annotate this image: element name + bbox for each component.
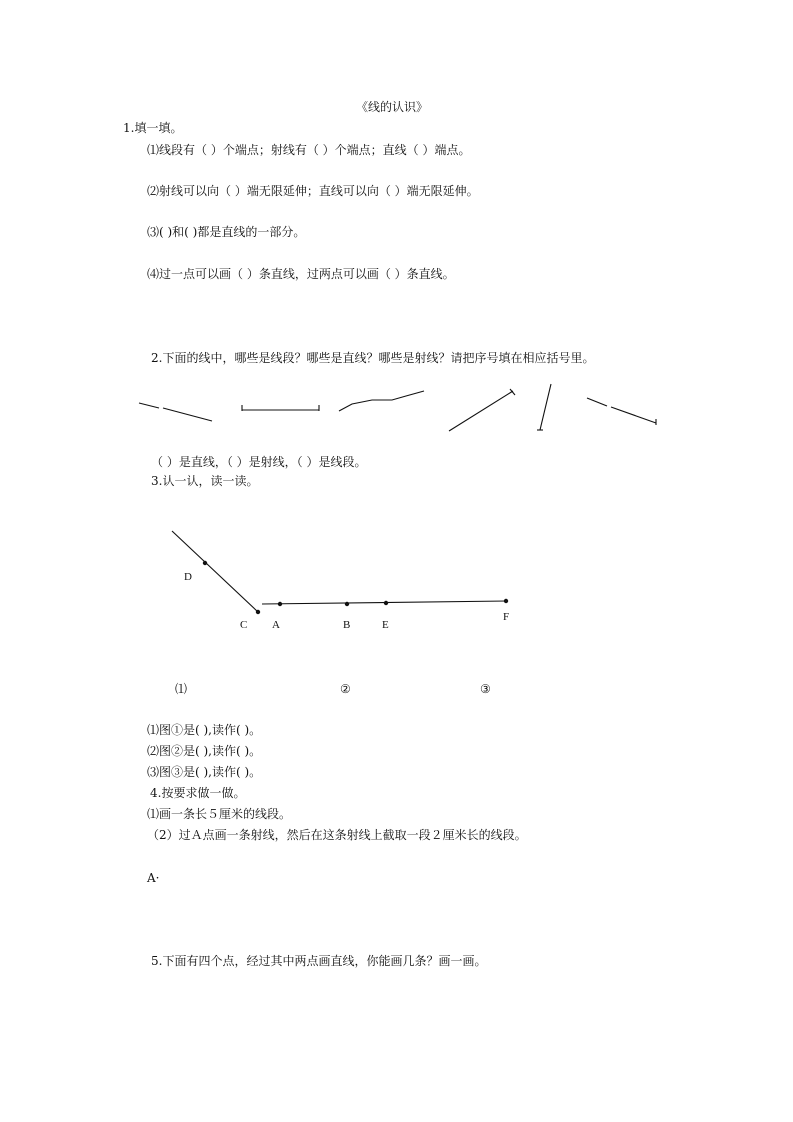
q3-item-2: ⑵图②是( ),读作( )。 [147,744,262,758]
point-c-dot [256,610,260,614]
figure-label-3: ③ [480,682,491,696]
q4-heading: 4.按要求做一做。 [150,786,246,800]
point-label-e: E [382,619,389,631]
q4-item-2: （2）过Ａ点画一条射线，然后在这条射线上截取一段２厘米长的线段。 [147,828,527,842]
point-label-f: F [503,611,510,623]
point-d-dot [203,561,207,565]
point-label-c: C [240,619,248,631]
q4-point-a: A· [147,871,160,885]
q2-answer: （ ）是直线，（ ）是射线，（ ）是线段。 [151,455,367,469]
point-label-d: D [184,571,192,583]
q4-item-1: ⑴画一条长５厘米的线段。 [147,807,292,821]
point-e-dot [384,601,388,605]
q5-heading: 5.下面有四个点，经过其中两点画直线，你能画几条？画一画。 [151,954,487,968]
q1-item-1: ⑴线段有（ ）个端点；射线有（ ）个端点；直线（ ）端点。 [147,143,471,157]
q1-heading: 1.填一填。 [123,121,183,135]
figure-label-2: ② [340,682,351,696]
q3-heading: 3.认一认，读一读。 [151,474,259,488]
q1-item-4: ⑷过一点可以画（ ）条直线，过两点可以画（ ）条直线。 [147,267,455,281]
point-label-b: B [343,619,351,631]
point-b-dot [345,602,349,606]
figure-label-1: ⑴ [175,682,188,696]
point-label-a: A [272,619,280,631]
q3-item-1: ⑴图①是( ),读作( )。 [147,723,262,737]
point-f-dot [504,599,508,603]
q2-heading: 2.下面的线中，哪些是线段？哪些是直线？哪些是射线？请把序号填在相应括号里。 [151,351,595,365]
q1-item-2: ⑵射线可以向（ ）端无限延伸；直线可以向（ ）端无限延伸。 [147,184,479,198]
page-title: 《线的认识》 [356,100,429,114]
point-a-dot [278,602,282,606]
q3-item-3: ⑶图③是( ),读作( )。 [147,765,262,779]
q1-item-3: ⑶( )和( )都是直线的一部分。 [147,225,306,239]
